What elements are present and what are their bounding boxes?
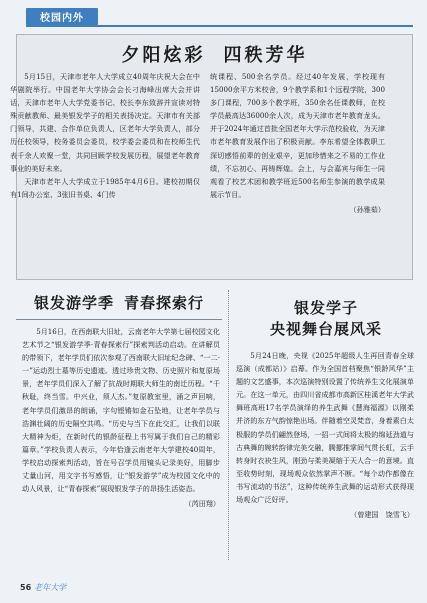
article3-body: [236, 349, 414, 521]
article2-paragraph: 5月16日，在西南联大旧址，云南老年大学第七届校园文化艺术节之“银发游学季·青春探索行”探索判活动启动。在讲解员的带领下，老年学员们依次参观了西南联大旧址纪念碑、“一二·一”运动烈士墓等历史遗迹。透过珍贵文物、历史照片和复原场景，老年学员们深入了解了抗战时期联大师生的南迁历程。“千秋耻，终当雪。中兴业，须人杰。”复原教室里，涌之声回响，老年学员们激昂的朗诵，字句铿锵如金石坠地，让老年学员与浩渊壮阔的历史隔空共鸣。“历史与当下在此交汇，让我们以联大精神为炬，在新时代的银龄征程上书写属于我们自己的精彩篇章。”学校负责人表示，今年恰逢云南老年大学建校40周年，学校启动探索判活动，旨在号召学员用镜头记录美好，用脚步丈量山河，用文字书写感悟，让“银发游学”成为校园文化中的动人风景，让“青春探索”展现银发学子的昂扬生活姿态。: [22, 327, 220, 494]
article2-title-part1: 银发游学季: [33, 294, 114, 312]
article3-title-line2: 央视舞台展风采: [269, 320, 382, 338]
article2-title-part2: 青春探索行: [124, 294, 205, 312]
article2-title: [16, 292, 222, 313]
article1-column-right: [210, 70, 385, 216]
column-divider: [228, 290, 229, 560]
article1-title: [17, 41, 412, 67]
article1-paragraph: 统课程、500余名学员。经过40年发展，学校现有15000余平方米校舍，9个教学系和1个远程学院，300多门课程，700多个教学班，350余名任课教师，在校学员最高达36000余人次，成为天津市老年教育龙头。并于2024年通过首批全国老年大学示范校验收，为天津市老年教育发展作出了积极贡献。李东希望全体教职工深切感悟前辈的创业艰辛，更加珍惜来之不易的工作业绩，不忘初心、再铸辉煌。会上，与会嘉宾与师生一同观看了校艺术团和教学班近500名师生参演的教学成果展示节目。: [210, 72, 385, 199]
article2-byline: （芮田翔）: [184, 499, 220, 509]
article3-paragraph: 5月24日晚，央视《2025年超级人生再回青春全球巡演（成都站）》启幕。作为全国首档聚焦“银龄风华”主题的文艺盛事，本次巡演特别设置了传统养生文化展演单元。在这一单元，由四川省成都市高新区桂溪老年大学武舞班高班17名学员演绎的养生武舞《慧海福源》以刚柔并济的东方气韵惊艳出场。伴随着空灵梵音，身着素白太极服的学员们翩然登场，一招一式间将太极的绵延劲道与古典舞的婉转韵律完美交融，腾挪推掌间气贯长虹，云手转身时衣袂生风，刚劲与柔美凝缩于天人合一的意境。直至收势时刻，现场观众依然掌声不断。“每个动作都像在书写流动的书法”，这种传统养生武舞的运动形式获得现场观众广泛好评。: [236, 351, 414, 505]
article2-body: [22, 325, 220, 510]
article1-title-part2: 四秩芳华: [223, 45, 308, 66]
article3-title-line1: 银发学子: [293, 299, 358, 317]
header-rule: [26, 25, 413, 27]
article1-title-part1: 夕阳炫彩: [121, 45, 206, 66]
article1-paragraph: 天津市老年人大学成立于1985年4月6日。建校初期仅有1间办公室、3张旧书桌、4门传: [10, 176, 200, 199]
page-footer: [20, 582, 66, 593]
article3-byline: （曾建国 饶雪飞）: [350, 510, 414, 520]
section-tab: 校园内外: [26, 8, 98, 25]
magazine-name: 老年大学: [34, 583, 67, 592]
article3-title: [234, 298, 418, 340]
page-number: 56: [20, 583, 32, 592]
article2-title-rule: [16, 319, 222, 320]
article1-byline: （孙雅茹）: [349, 204, 385, 214]
article1-paragraph: 5月15日，天津市老年人大学成立40周年庆祝大会在中华剧院举行。中国老年大学协会会长刁海峰出席大会并讲话，天津市老年人大学党委书记、校长李东致辞并宣读对特殊贡献教师、最美银发学子的相关表扬决定。天津市有关部门领导，共建、合作单位负责人，区老年大学负责人，部分历任校领导，校务委员会委员，校学委会委员和在校师生代表千余人欢聚一堂，共同回顾学校发展历程，展望老年教育事业的美好未来。: [10, 72, 200, 173]
article1-column-left: [10, 70, 200, 201]
